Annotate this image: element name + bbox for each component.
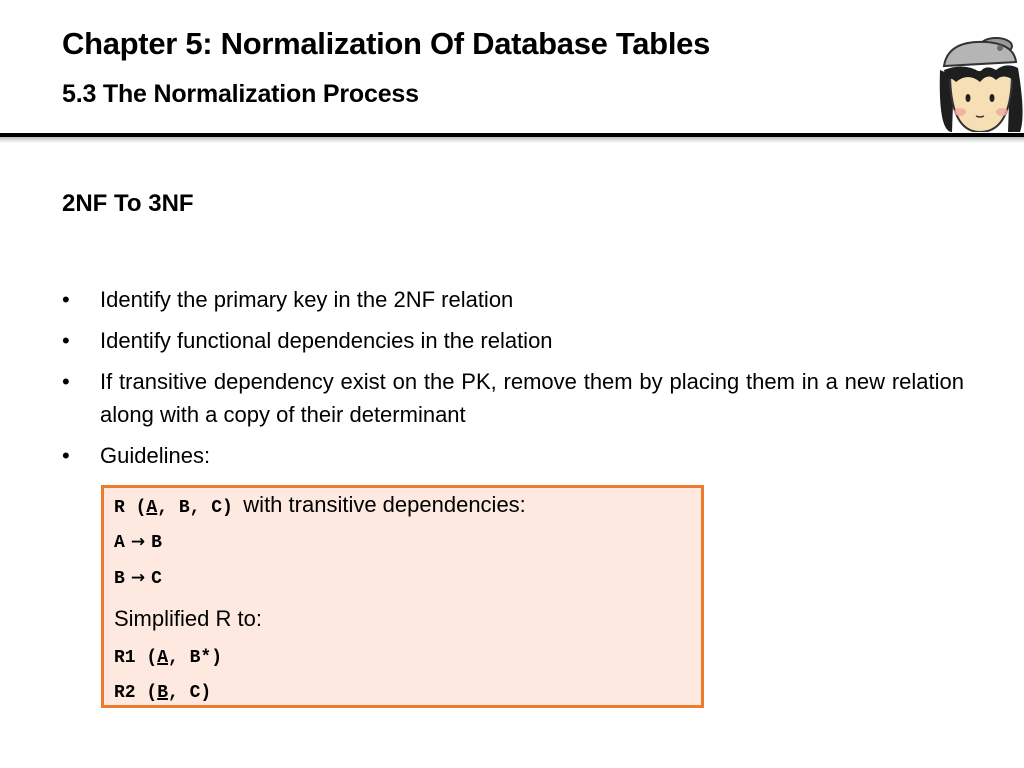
result-rest: , C) <box>168 683 212 703</box>
bullet-marker: • <box>62 443 70 468</box>
result-prefix: R2 ( <box>114 683 158 703</box>
bullet-list <box>62 283 964 480</box>
bullet-text: Identify functional dependencies in the relation <box>100 328 553 353</box>
relation-description: with transitive dependencies: <box>243 492 526 517</box>
dependency-rhs: B <box>151 533 162 553</box>
arrow-right-icon: → <box>130 568 146 588</box>
guidelines-box <box>101 485 704 708</box>
dependency-rhs: C <box>151 569 162 589</box>
dependency-lhs: A <box>114 533 125 553</box>
result-relation-line <box>114 683 211 703</box>
list-item <box>62 283 964 316</box>
bullet-marker: • <box>62 287 70 312</box>
relation-line <box>114 492 526 518</box>
result-key: A <box>157 648 169 668</box>
relation-key: A <box>146 498 158 518</box>
bullet-text: Guidelines: <box>100 443 211 468</box>
chapter-title: Chapter 5: Normalization Of Database Tables <box>62 26 711 61</box>
bullet-marker: • <box>62 328 70 353</box>
simplified-label: Simplified R to: <box>114 606 262 631</box>
result-key: B <box>157 683 169 703</box>
result-prefix: R1 ( <box>114 648 158 668</box>
dependency-line <box>114 568 162 589</box>
dependency-lhs: B <box>114 569 125 589</box>
list-item <box>62 324 964 357</box>
header-divider-shadow <box>0 137 1024 143</box>
relation-rest: , B, C) <box>157 498 233 518</box>
relation-prefix: R ( <box>114 498 147 518</box>
bullet-marker: • <box>62 369 70 394</box>
cartoon-girl-mascot-icon <box>934 36 1024 132</box>
result-rest: , B*) <box>168 648 223 668</box>
arrow-right-icon: → <box>130 532 146 552</box>
subheading: 2NF To 3NF <box>62 190 194 217</box>
list-item <box>62 365 964 431</box>
result-relation-line <box>114 648 222 668</box>
bullet-text: If transitive dependency exist on the PK, remove them by placing them in a new relation along with a copy of their determinant <box>100 369 964 427</box>
section-title: 5.3 The Normalization Process <box>62 80 419 108</box>
dependency-line <box>114 532 162 553</box>
bullet-text: Identify the primary key in the 2NF relation <box>100 287 514 312</box>
list-item <box>62 439 964 472</box>
